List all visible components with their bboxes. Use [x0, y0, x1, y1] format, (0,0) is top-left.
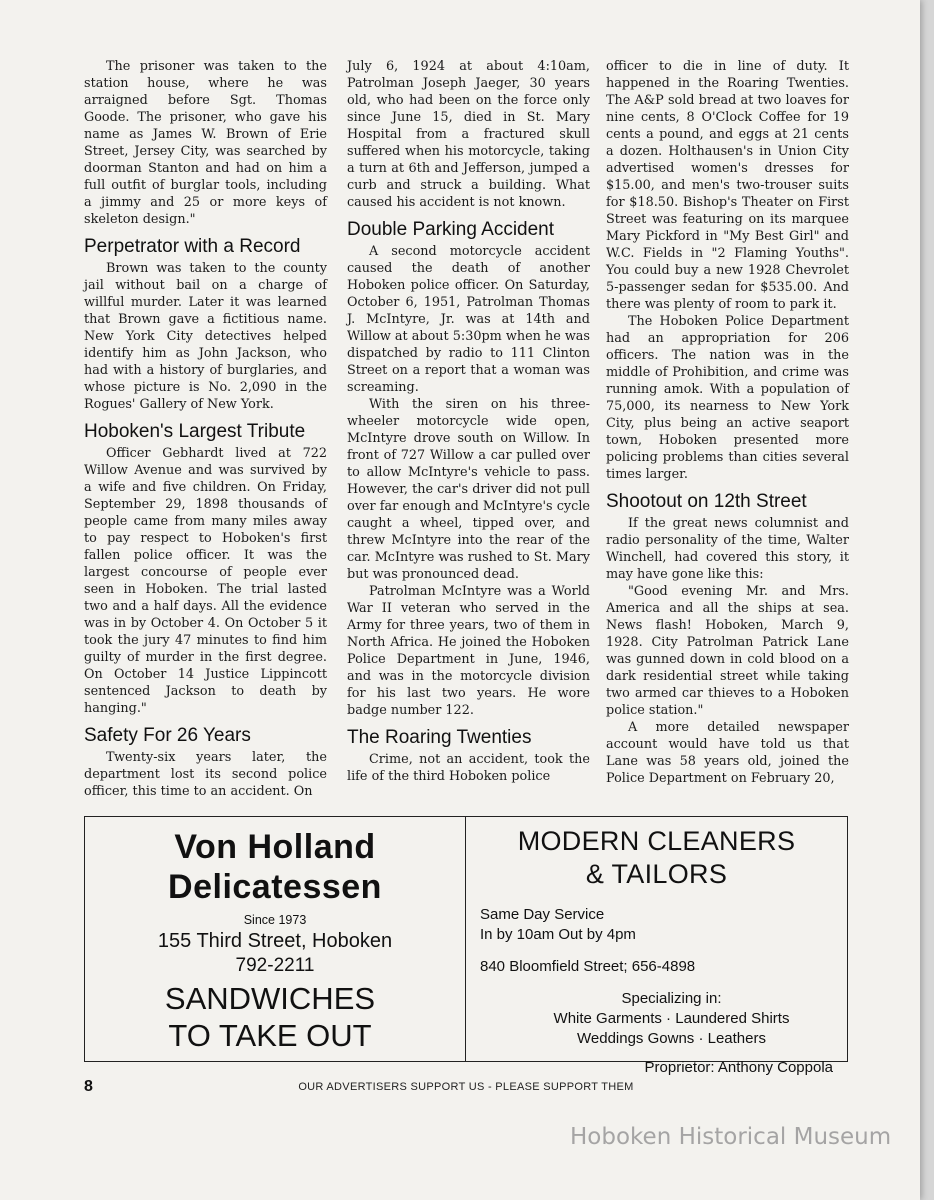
ad-service	[480, 905, 847, 945]
ad-since: Since 1973	[243, 913, 307, 927]
paragraph: A more detailed newspaper account would have told us that Lane was 58 years old, joined the Police Department on February 20,	[606, 720, 849, 786]
ad-name-line: MODERN CLEANERS	[517, 826, 796, 856]
section-heading: Hoboken's Largest Tribute	[84, 421, 306, 442]
section-heading: Double Parking Accident	[347, 219, 555, 240]
paragraph: Brown was taken to the county jail without bail on a charge of willful murder. Later it was learned that Brown gave a fictitious name. New York City detectives helped identify him as John Jackson, who had with a history of burglaries, and whose picture is No. 2,090 in the Rogues' Gallery of New York.	[84, 261, 327, 412]
paragraph: Officer Gebhardt lived at 722 Willow Avenue and was survived by a wife and five children. On Friday, September 29, 1898 thousands of people came from many miles away to pay respect to Hoboken's first fallen police officer. It was the largest concourse of people ever seen in Hoboken. The trial lasted two and a half days. All the evidence was in by October 4. On October 5 it took the jury 47 minutes to find him guilty of murder in the first degree. On October 14 Justice Lippincott sentenced Jackson to death by hanging."	[84, 446, 327, 716]
ad-specialty-line: White Garments · Laundered Shirts	[553, 1010, 790, 1027]
ad-name-line: & TAILORS	[585, 859, 728, 889]
ad-tagline-line: SANDWICHES	[164, 981, 376, 1016]
paragraph: officer to die in line of duty. It happened in the Roaring Twenties. The A&P sold bread at two loaves for nine cents, 8 O'Clock Coffee for 19 cents a pound, and eggs at 21 cents a dozen. Holthausen's in Union City advertised women's dresses for $15.00, and men's two-trouser suits for $18.50. Bishop's Theater on First Street was featuring on its marquee Mary Pickford in "My Best Girl" and W.C. Fields in "2 Flaming Youths". You could buy a new 1928 Chevrolet 5-passenger sedan for $535.00. And there was plenty of room to park it.	[606, 59, 849, 312]
ad-address: 155 Third Street, Hoboken	[157, 930, 393, 952]
ad-service-line: In by 10am Out by 4pm	[480, 926, 636, 943]
ad-business-name	[85, 827, 465, 907]
ad-specializing-heading: Specializing in:	[621, 990, 722, 1007]
article-column-1	[84, 58, 327, 800]
section-heading: The Roaring Twenties	[347, 727, 532, 748]
ad-name-line: Von Holland	[174, 828, 376, 866]
paragraph: With the siren on his three-wheeler motorcycle wide open, McIntyre drove south on Willow. In front of 727 Willow a car pulled over to allow McIntyre's vehicle to pass. However, the car's driver did not pull over far enough and McIntyre's cycle caught a wheel, tipped over, and threw McIntyre into the rear of the car. McIntyre was rushed to St. Mary but was pronounced dead.	[347, 397, 590, 582]
footer-slogan: OUR ADVERTISERS SUPPORT US - PLEASE SUPPORT THEM	[298, 1081, 634, 1093]
watermark: Hoboken Historical Museum	[570, 1124, 892, 1150]
ad-specialty-line: Weddings Gowns · Leathers	[577, 1030, 766, 1047]
paragraph: Twenty-six years later, the department lost its second police officer, this time to an accident. On	[84, 750, 327, 799]
paragraph: If the great news columnist and radio personality of the time, Walter Winchell, had covered this story, it may have gone like this:	[606, 516, 849, 582]
paragraph: Patrolman McIntyre was a World War II veteran who served in the Army for three years, two of them in North Africa. He joined the Hoboken Police Department in June, 1946, and was in the motorcycle division for his last two years. He wore badge number 122.	[347, 584, 590, 718]
paragraph: The prisoner was taken to the station house, where he was arraigned before Sgt. Thomas Goode. The prisoner, who gave his name as James W. Brown of Erie Street, Jersey City, was searched by doorman Stanton and had on him a full outfit of burglar tools, including a jimmy and 25 or more keys of skeleton design."	[84, 59, 327, 227]
article-column-3	[606, 58, 849, 787]
ad-modern-cleaners	[466, 817, 847, 1076]
ad-tagline-line: TO TAKE OUT	[168, 1018, 372, 1053]
paragraph: "Good evening Mr. and Mrs. America and all the ships at sea. News flash! Hoboken, March 9, 1928. City Patrolman Patrick Lane was gunned down in cold blood on a dark residential street while taking two armed car thieves to a Hoboken police station."	[606, 584, 849, 718]
advertisements-box	[84, 816, 848, 1076]
article-column-2	[347, 58, 590, 785]
ad-proprietor: Proprietor: Anthony Coppola	[644, 1059, 833, 1076]
paragraph: A second motorcycle accident caused the death of another Hoboken police officer. On Saturday, October 6, 1951, Patrolman Thomas J. McIntyre, Jr. was at 14th and Willow at about 5:30pm when he was dispatched by radio to 111 Clinton Street on a report that a woman was screaming.	[347, 244, 590, 395]
ad-name-line: Delicatessen	[168, 868, 382, 906]
ad-tagline	[75, 980, 465, 1054]
section-heading: Safety For 26 Years	[84, 725, 251, 746]
paragraph: Crime, not an accident, took the life of the third Hoboken police	[347, 752, 590, 784]
ad-phone: 792-2211	[235, 955, 315, 976]
page-number: 8	[84, 1078, 93, 1095]
section-heading: Perpetrator with a Record	[84, 236, 301, 257]
section-heading: Shootout on 12th Street	[606, 491, 807, 512]
ad-service-line: Same Day Service	[480, 906, 605, 923]
ad-von-holland-delicatessen	[85, 817, 466, 1061]
paragraph: July 6, 1924 at about 4:10am, Patrolman Joseph Jaeger, 30 years old, who had been on the force only since June 15, died in St. Mary Hospital from a fractured skull suffered when his motorcycle, taking a turn at 6th and Jefferson, jumped a curb and struck a building. What caused his accident is not known.	[347, 59, 590, 210]
paragraph: The Hoboken Police Department had an appropriation for 206 officers. The nation was in the middle of Prohibition, and crime was running amok. With a population of 75,000, its nearness to New York City, plus being an active seaport town, Hoboken presented more policing problems than cities several times larger.	[606, 314, 849, 482]
ad-business-name	[466, 825, 847, 891]
ad-address: 840 Bloomfield Street; 656-4898	[480, 958, 696, 975]
